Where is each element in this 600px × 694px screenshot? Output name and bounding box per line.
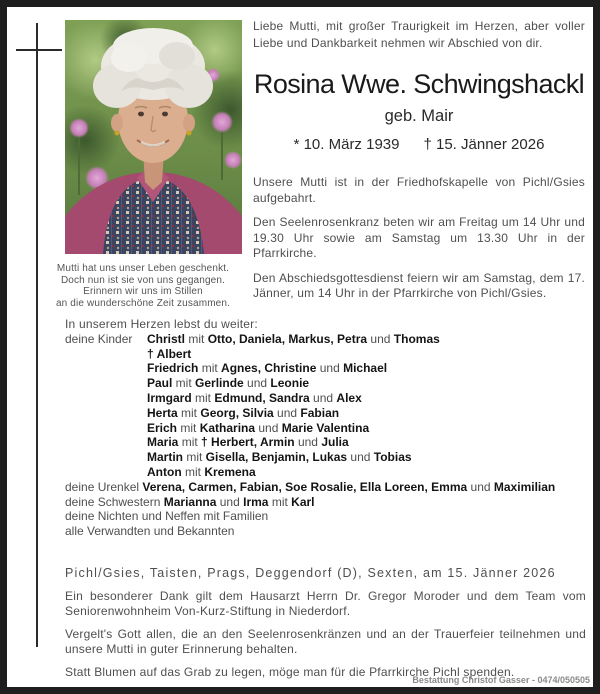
connector-text: mit <box>172 376 196 391</box>
connector-text: mit <box>178 435 202 450</box>
thanks-paragraph: Ein besonderer Dank gilt dem Hausarzt Herrn Dr. Gregor Moroder und dem Team vom Seniorenwohnheim Von-Kurz-Stiftung in Niederdorf. <box>65 589 586 618</box>
photo-caption-line: Doch nun ist sie von uns gegangen. <box>60 274 226 286</box>
gratitude-paragraph: Vergelt's Gott allen, die an den Seelenrosenkränzen und an der Trauerfeier teilnehmen und unsere Mutti in guter Erinnerung behalten. <box>65 627 586 656</box>
family-line <box>65 465 586 480</box>
family-line-content <box>147 465 586 480</box>
mourner-name: Herta <box>147 405 178 420</box>
donation-paragraph: Statt Blumen auf das Grab zu legen, möge man für die Pfarrkirche Pichl spenden. <box>65 665 515 679</box>
connector-text: und <box>255 420 282 435</box>
family-line <box>65 495 586 510</box>
mourner-name: Maximilian <box>493 479 556 494</box>
family-line-content <box>147 361 586 376</box>
mourner-name: Katharina <box>199 420 256 435</box>
family-line-content <box>147 332 586 347</box>
funeral-service-notice: Den Abschiedsgottesdienst feiern wir am Samstag, dem 17. Jänner, um 14 Uhr in der Pfarrkirche von Pichl/Gsies. <box>253 270 585 300</box>
connector-text: und <box>467 479 494 494</box>
connector-text: mit <box>191 390 215 405</box>
mourner-name: Kremena <box>204 464 256 479</box>
mourner-name: Alex <box>336 390 362 405</box>
mourner-name: Otto, Daniela, Markus, Petra <box>207 331 368 346</box>
portrait-illustration <box>65 20 242 254</box>
mourner-name: Gerlinde <box>195 376 244 391</box>
family-line <box>65 361 586 376</box>
family-line <box>65 509 586 524</box>
children-block <box>65 332 586 480</box>
family-group-label <box>65 421 147 436</box>
connector-text: und <box>243 376 271 391</box>
family-group-label <box>65 435 147 450</box>
cross-horizontal-beam <box>16 49 62 51</box>
connector-text: und <box>309 390 337 405</box>
family-group-label <box>65 450 147 465</box>
family-line <box>65 435 586 450</box>
photo-caption-line: Erinnern wir uns im Stillen <box>83 286 203 298</box>
relatives-block <box>65 480 586 539</box>
family-line <box>65 332 586 347</box>
photo-caption-line: Mutti hat uns unser Leben geschenkt. <box>56 263 230 274</box>
mourner-name: Thomas <box>393 331 440 346</box>
photo-caption-line: an die wunderschöne Zeit zusammen. <box>55 297 231 309</box>
mourner-name: Gisella, Benjamin, Lukas <box>205 450 348 465</box>
mourner-name: † Herbert, Armin <box>201 435 295 450</box>
connector-text: alle Verwandten und Bekannten <box>65 524 235 539</box>
mourner-name: Michael <box>343 361 388 376</box>
family-line <box>65 421 586 436</box>
family-line-content <box>147 391 586 406</box>
mourners-section <box>65 317 586 539</box>
family-group-label <box>65 376 147 391</box>
connector-text: mit <box>198 361 222 376</box>
family-line-content <box>147 406 586 421</box>
family-line-content <box>147 376 586 391</box>
mourner-name: † Albert <box>147 346 192 361</box>
connector-text: mit <box>177 420 200 435</box>
connector-text: und <box>347 450 374 465</box>
places-date-line: Pichl/Gsies, Taisten, Prags, Deggendorf (D), Sexten, am 15. Jänner 2026 <box>65 566 556 580</box>
family-group-label <box>65 391 147 406</box>
family-line <box>65 480 586 495</box>
mourner-name: Anton <box>147 464 182 479</box>
photo-caption <box>29 263 257 309</box>
family-line-content <box>147 421 586 436</box>
mourner-name: Verena, Carmen, Fabian, Soe Rosalie, Ella Loreen, Emma <box>142 479 468 494</box>
connector-text: deine Nichten und Neffen mit Familien <box>65 509 269 524</box>
connector-text: mit <box>183 450 206 465</box>
mourner-name: Marie Valentina <box>281 420 370 435</box>
deceased-name: Rosina Wwe. Schwingshackl <box>253 69 585 99</box>
family-group-label <box>65 406 147 421</box>
family-group-label <box>65 347 147 362</box>
family-line <box>65 450 586 465</box>
family-line <box>65 391 586 406</box>
family-group-label <box>65 361 147 376</box>
connector-text: mit <box>268 494 292 509</box>
family-line <box>65 347 586 362</box>
family-group-label <box>65 465 147 480</box>
family-line <box>65 524 586 539</box>
cross-vertical-beam <box>36 23 38 647</box>
maiden-name: geb. Mair <box>384 107 454 125</box>
mourner-name: Paul <box>147 376 173 391</box>
mourner-name: Julia <box>321 435 349 450</box>
connector-text: deine Schwestern <box>65 494 164 509</box>
mourner-name: Christl <box>147 331 186 346</box>
mourner-name: Georg, Silvia <box>200 405 274 420</box>
birth-date: * 10. März 1939 <box>293 136 400 153</box>
connector-text: und <box>273 405 301 420</box>
connector-text: und <box>294 435 322 450</box>
connector-text: und <box>216 494 244 509</box>
mourner-name: Fabian <box>300 405 340 420</box>
mourner-name: Marianna <box>163 494 217 509</box>
mourner-name: Agnes, Christine <box>221 361 317 376</box>
family-line <box>65 406 586 421</box>
connector-text: deine Urenkel <box>65 479 143 494</box>
laying-out-notice: Unsere Mutti ist in der Friedhofskapelle von Pichl/Gsies aufgebahrt. <box>253 175 585 205</box>
connector-text: mit <box>185 331 208 346</box>
family-line-content <box>147 435 586 450</box>
announcement-column <box>253 18 585 302</box>
family-line-content <box>147 347 586 362</box>
mourner-name: Irmgard <box>147 390 192 405</box>
mourner-name: Friedrich <box>147 361 199 376</box>
mourner-name: Martin <box>147 450 183 465</box>
mourner-name: Leonie <box>270 376 310 391</box>
closing-section <box>65 559 586 680</box>
connector-text: mit <box>177 405 201 420</box>
opening-line: Liebe Mutti, mit großer Traurigkeit im Herzen, aber voller Liebe und Dankbarkeit nehmen wir Abschied von dir. <box>253 19 585 50</box>
connector-text: mit <box>181 464 205 479</box>
connector-text: und <box>367 331 394 346</box>
mourners-intro: In unserem Herzen lebst du weiter: <box>65 317 258 331</box>
family-line <box>65 376 586 391</box>
rosary-notice: Den Seelenrosenkranz beten wir am Freitag um 14 Uhr und 19.30 Uhr sowie am Samstag um 13.30 Uhr in der Pfarrkirche. <box>253 215 585 260</box>
life-dates <box>253 136 585 154</box>
mourner-name: Tobias <box>373 450 412 465</box>
mourner-name: Erich <box>147 420 178 435</box>
family-group-label: deine Kinder <box>65 331 133 346</box>
undertaker-credit: Bestattung Christof Gasser - 0474/050505 <box>412 675 590 685</box>
portrait-photo <box>65 20 242 254</box>
mourner-name: Edmund, Sandra <box>214 390 310 405</box>
mourner-name: Karl <box>291 494 315 509</box>
connector-text: und <box>316 361 344 376</box>
death-date: † 15. Jänner 2026 <box>423 136 545 153</box>
family-line-content <box>147 450 586 465</box>
mourner-name: Irma <box>243 494 269 509</box>
mourner-name: Maria <box>147 435 179 450</box>
